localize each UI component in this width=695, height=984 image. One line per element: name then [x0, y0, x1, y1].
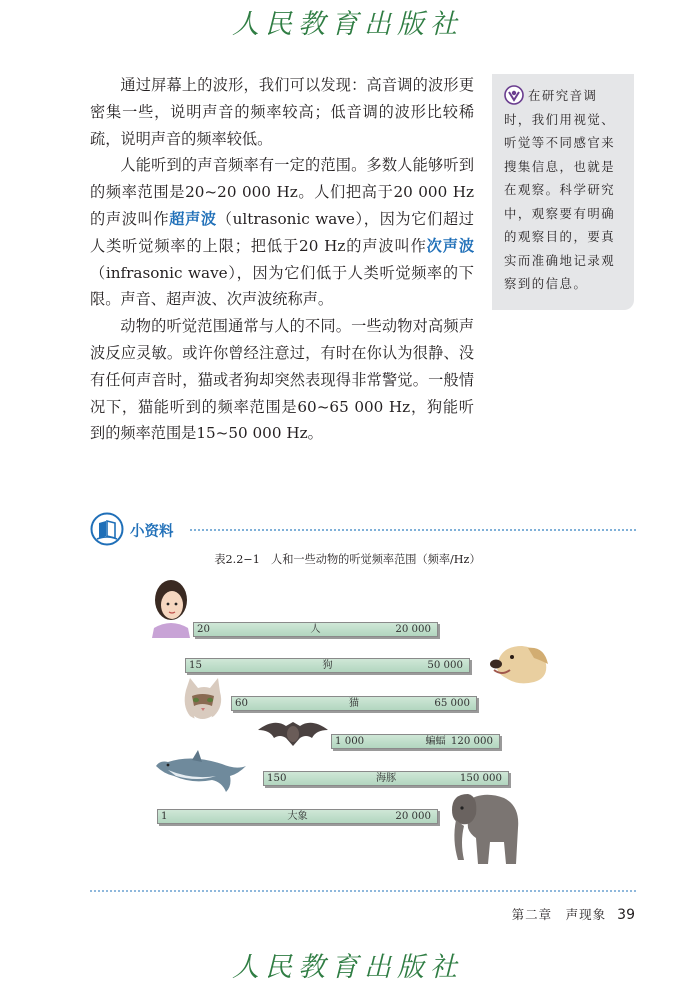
term-infrasonic: 次声波: [426, 236, 475, 255]
dog-illustration: [488, 640, 554, 686]
side-note: [492, 74, 634, 310]
term-ultrasonic: 超声波: [169, 209, 217, 228]
info-box-title: 小资料: [130, 524, 174, 540]
elephant-illustration: [442, 784, 524, 870]
paragraph-2-part-b: （ultrasonic wave），因为它们超过人类听觉频率的上限；把低于20 Hz的声波叫作: [90, 209, 474, 255]
range-low: 1: [161, 811, 168, 822]
range-low: 15: [189, 660, 202, 671]
range-bar-human: [193, 622, 438, 637]
chapter-title: 第二章 声现象: [511, 907, 607, 922]
range-high: 50 000: [427, 660, 463, 671]
range-bar-elephant: [157, 809, 438, 824]
page-bottom-divider: [90, 890, 636, 892]
info-box-header: [90, 512, 636, 546]
paragraph-2-part-a: 人能听到的声音频率有一定的范围。多数人能够听到的频率范围是20~20 000 Hz。人们把高于20 000 Hz的声波叫作: [90, 156, 474, 228]
range-bar-bat: [331, 734, 500, 749]
book-icon: [90, 512, 124, 546]
range-name: 大象: [287, 811, 308, 822]
range-name: 海豚: [375, 773, 397, 784]
range-name: 蝙蝠: [425, 736, 446, 747]
range-name: 人: [310, 624, 321, 635]
range-bar-cat: [231, 696, 477, 711]
paragraph-1: 通过屏幕上的波形，我们可以发现：高音调的波形更密集一些，说明声音的频率较高；低音调的波形比较稀疏，说明声音的频率较低。: [90, 76, 474, 148]
body-text: [90, 72, 474, 447]
publisher-watermark-top: 人民教育出版社: [232, 9, 463, 40]
range-bar-dog: [185, 658, 470, 673]
range-low: 150: [267, 773, 287, 784]
range-low: 1 000: [335, 736, 365, 747]
range-name: 狗: [322, 660, 333, 671]
page-footer: [512, 905, 635, 923]
bat-illustration: [256, 716, 330, 752]
table-caption: 表2.2−1 人和一些动物的听觉频率范围（频率/Hz）: [214, 553, 481, 566]
publisher-watermark-bottom: 人民教育出版社: [232, 952, 463, 983]
range-high: 150 000: [459, 773, 502, 784]
girl-illustration: [146, 570, 196, 638]
range-low: 20: [197, 624, 210, 635]
dolphin-illustration: [152, 750, 248, 798]
range-high: 120 000: [450, 736, 493, 747]
eye-icon: [504, 85, 524, 105]
range-high: 20 000: [395, 811, 431, 822]
page-number: 39: [617, 907, 635, 923]
range-high: 20 000: [395, 624, 431, 635]
paragraph-3: 动物的听觉范围通常与人的不同。一些动物对高频声波反应灵敏。或许你曾经注意过，有时在你认为很静、没有任何声音时，猫或者狗却突然表现得非常警觉。一般情况下，猫能听到的频率范围是60~65 000 Hz，狗能听到的频率范围是15~50 000 Hz。: [90, 317, 474, 443]
paragraph-2: [90, 152, 474, 313]
cat-illustration: [180, 676, 224, 724]
range-high: 65 000: [434, 698, 470, 709]
range-name: 猫: [348, 698, 360, 709]
range-low: 60: [235, 698, 248, 709]
info-box-divider: [190, 529, 636, 531]
side-note-text: 在研究音调时，我们用视觉、听觉等不同感官来搜集信息，也就是在观察。科学研究中，观察要有明确的观察目的，要真实而准确地记录观察到的信息。: [504, 88, 616, 291]
paragraph-2-part-c: （infrasonic wave），因为它们低于人类听觉频率的下限。声音、超声波、次声波统称声。: [90, 263, 474, 309]
